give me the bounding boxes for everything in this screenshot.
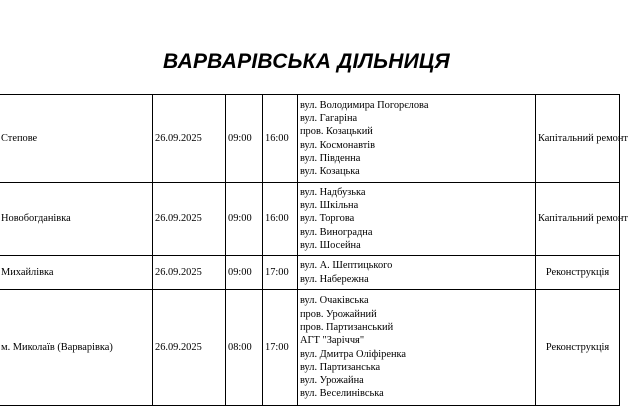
street-item: пров. Козацький	[300, 126, 373, 138]
work-type-cell: Капітальний ремонт	[536, 95, 620, 183]
street-item: вул. Партизанська	[300, 361, 381, 373]
end-time-cell: 17:00	[263, 256, 298, 290]
date-cell: 26.09.2025	[153, 183, 226, 256]
settlement-cell: Михайлівка	[0, 256, 153, 290]
street-item: вул. Очаківська	[300, 295, 369, 307]
date-cell: 26.09.2025	[153, 256, 226, 290]
settlement-cell: Новобогданівка	[0, 183, 153, 256]
street-item: вул. Набережна	[300, 273, 369, 285]
streets-cell	[298, 95, 536, 183]
street-item: вул. Шосейна	[300, 239, 361, 251]
work-type-cell: Капітальний ремонт	[536, 183, 620, 256]
street-item: вул. Виноградна	[300, 226, 373, 238]
settlement-cell: Степове	[0, 95, 153, 183]
street-item: вул. Гагаріна	[300, 112, 358, 124]
street-item: вул. Південна	[300, 152, 361, 164]
table-row	[0, 290, 620, 406]
street-item: вул. Космонавтів	[300, 139, 376, 151]
table-row	[0, 256, 620, 290]
street-item: вул. Торгова	[300, 213, 355, 225]
street-item: вул. Козацька	[300, 166, 360, 178]
street-item: вул. Веселинівська	[300, 388, 384, 400]
outage-schedule-table	[0, 94, 628, 406]
street-item: АГТ "Заріччя"	[300, 335, 365, 347]
street-item: вул. Дмитра Оліфіренка	[300, 348, 407, 360]
street-item: вул. Шкільна	[300, 200, 359, 212]
date-cell: 26.09.2025	[153, 95, 226, 183]
street-item: вул. Надбузька	[300, 186, 366, 198]
table-row	[0, 183, 620, 256]
street-item: вул. Урожайна	[300, 375, 364, 387]
start-time-cell: 09:00	[226, 256, 263, 290]
end-time-cell: 16:00	[263, 183, 298, 256]
streets-cell	[298, 256, 536, 290]
date-cell: 26.09.2025	[153, 290, 226, 406]
streets-cell	[298, 183, 536, 256]
work-type-cell: Реконструкція	[536, 290, 620, 406]
street-item: пров. Партизанський	[300, 321, 394, 333]
streets-cell	[298, 290, 536, 406]
start-time-cell: 09:00	[226, 183, 263, 256]
street-item: пров. Урожайний	[300, 308, 377, 320]
end-time-cell: 17:00	[263, 290, 298, 406]
start-time-cell: 08:00	[226, 290, 263, 406]
work-type-cell: Реконструкція	[536, 256, 620, 290]
street-item: вул. А. Шептицького	[300, 260, 393, 272]
street-item: вул. Володимира Погорєлова	[300, 99, 429, 111]
page-title: ВАРВАРІВСЬКА ДІЛЬНИЦЯ	[163, 50, 450, 73]
table-row	[0, 95, 620, 183]
start-time-cell: 09:00	[226, 95, 263, 183]
end-time-cell: 16:00	[263, 95, 298, 183]
settlement-cell: м. Миколаїв (Варварівка)	[0, 290, 153, 406]
